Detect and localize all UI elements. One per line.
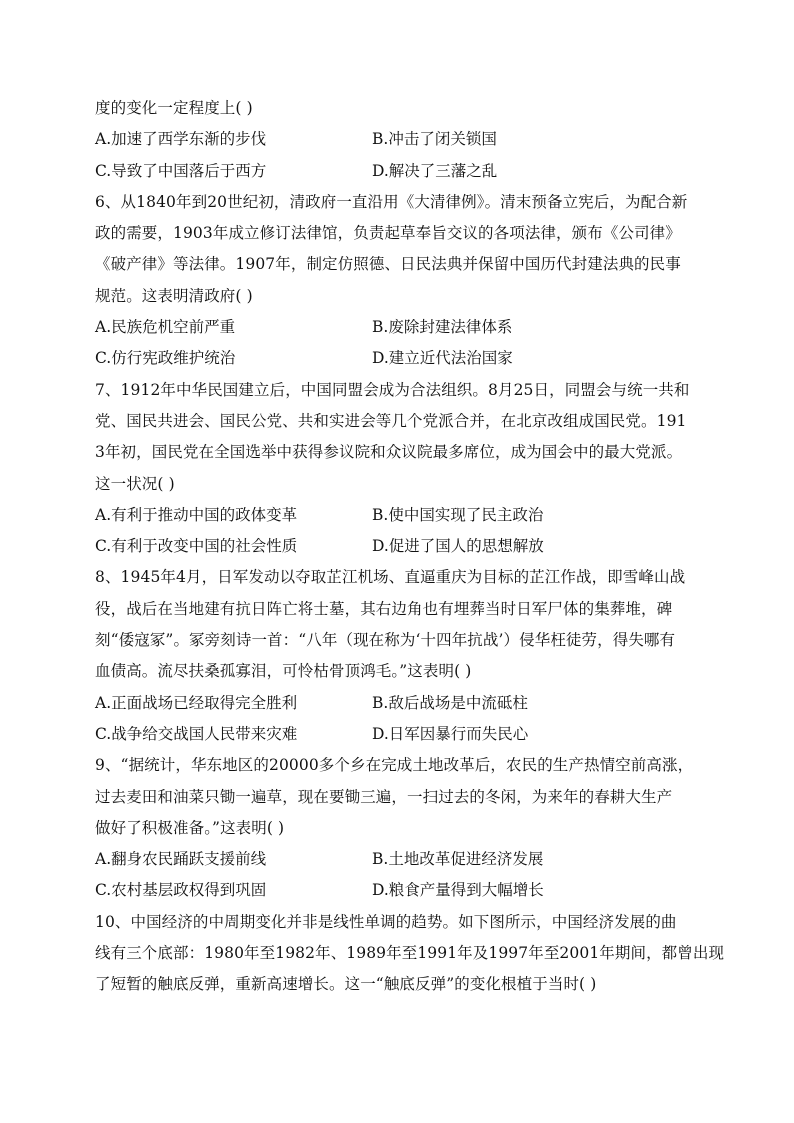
- options-row: [95, 312, 700, 343]
- question-stem-line: 刻“倭寇冢”。冢旁刻诗一首：“八年（现在称为‘十四年抗战’）侵华枉徒劳，得失哪有: [95, 631, 676, 650]
- question-q10: [95, 907, 725, 1001]
- question-stem-line: 血债高。流尽扶桑孤寡泪，可怜枯骨顶鸿毛。”这表明( ): [95, 662, 472, 681]
- question-stem-line: 《破产律》等法律。1907年，制定仿照德、日民法典并保留中国历代封建法典的民事: [95, 255, 681, 274]
- answer-option: D.建立近代法治国家: [372, 349, 513, 368]
- question-q6: [95, 187, 700, 375]
- question-q5_tail: [95, 93, 700, 187]
- answer-option: B.土地改革促进经济发展: [372, 850, 544, 869]
- options-row: [95, 688, 700, 719]
- answer-option: B.冲击了闭关锁国: [372, 130, 497, 149]
- answer-option: A.翻身农民踊跃支援前线: [95, 850, 267, 869]
- question-stem-line: 过去麦田和油菜只锄一遍草，现在要锄三遍，一扫过去的冬闲，为来年的春耕大生产: [95, 787, 673, 806]
- options-row: [95, 844, 700, 875]
- options-row: [95, 719, 700, 750]
- question-stem-line: 7、1912年中华民国建立后，中国同盟会成为合法组织。8月25日，同盟会与统一共和: [95, 380, 690, 399]
- answer-option: B.使中国实现了民主政治: [372, 505, 544, 524]
- question-stem-line: 10、中国经济的中周期变化并非是线性单调的趋势。如下图所示，中国经济发展的曲: [95, 912, 677, 931]
- question-q8: [95, 562, 700, 750]
- options-row: [95, 124, 700, 155]
- question-stem-line: 度的变化一定程度上( ): [95, 99, 253, 117]
- answer-option: C.战争给交战国人民带来灾难: [95, 724, 298, 743]
- question-stem-line: 政的需要，1903年成立修订法律馆，负责起草奉旨交议的各项法律，颁布《公司律》: [95, 224, 681, 243]
- answer-option: C.农村基层政权得到巩固: [95, 881, 267, 900]
- answer-option: D.日军因暴行而失民心: [372, 724, 529, 743]
- options-row: [95, 531, 700, 562]
- question-stem-line: 线有三个底部：1980年至1982年、1989年至1991年及1997年至2001年期间，都曾出现: [95, 944, 725, 963]
- question-stem-line: 8、1945年4月，日军发动以夺取芷江机场、直逼重庆为目标的芷江作战，即雪峰山战: [95, 568, 686, 587]
- answer-option: B.敌后战场是中流砥柱: [372, 693, 528, 712]
- exam-page: [95, 93, 725, 1001]
- options-row: [95, 875, 700, 906]
- question-stem-line: 了短暂的触底反弹，重新高速增长。这一“触底反弹”的变化根植于当时( ): [95, 975, 597, 994]
- answer-option: A.有利于推动中国的政体变革: [95, 505, 298, 524]
- question-stem-line: 党、国民共进会、国民公党、共和实进会等几个党派合并，在北京改组成国民党。191: [95, 411, 687, 430]
- answer-option: D.解决了三藩之乱: [372, 161, 498, 180]
- answer-option: B.废除封建法律体系: [372, 318, 513, 337]
- question-stem-line: 规范。这表明清政府( ): [95, 286, 253, 305]
- options-row: [95, 343, 700, 374]
- question-q7: [95, 375, 700, 563]
- question-q9: [95, 750, 700, 906]
- question-stem-line: 役，战后在当地建有抗日阵亡将士墓，其右边角也有埋葬当时日军尸体的集葬堆，碑: [95, 599, 673, 618]
- answer-option: C.有利于改变中国的社会性质: [95, 537, 298, 556]
- answer-option: A.加速了西学东渐的步伐: [95, 130, 267, 149]
- options-row: [95, 156, 700, 187]
- answer-option: D.促进了国人的思想解放: [372, 537, 544, 556]
- answer-option: C.仿行宪政维护统治: [95, 349, 236, 368]
- question-stem-line: 9、“据统计，华东地区的20000多个乡在完成土地改革后，农民的生产热情空前高涨，: [95, 756, 694, 775]
- question-stem-line: 3年初，国民党在全国选举中获得参议院和众议院最多席位，成为国会中的最大党派。: [95, 443, 683, 462]
- answer-option: A.民族危机空前严重: [95, 318, 236, 337]
- answer-option: C.导致了中国落后于西方: [95, 161, 267, 180]
- options-row: [95, 500, 700, 531]
- question-stem-line: 这一状况( ): [95, 474, 175, 493]
- answer-option: D.粮食产量得到大幅增长: [372, 881, 544, 900]
- question-stem-line: 6、从1840年到20世纪初，清政府一直沿用《大清律例》。清末预备立宪后，为配合新: [95, 192, 688, 211]
- question-stem-line: 做好了积极准备。”这表明( ): [95, 818, 285, 837]
- answer-option: A.正面战场已经取得完全胜利: [95, 693, 298, 712]
